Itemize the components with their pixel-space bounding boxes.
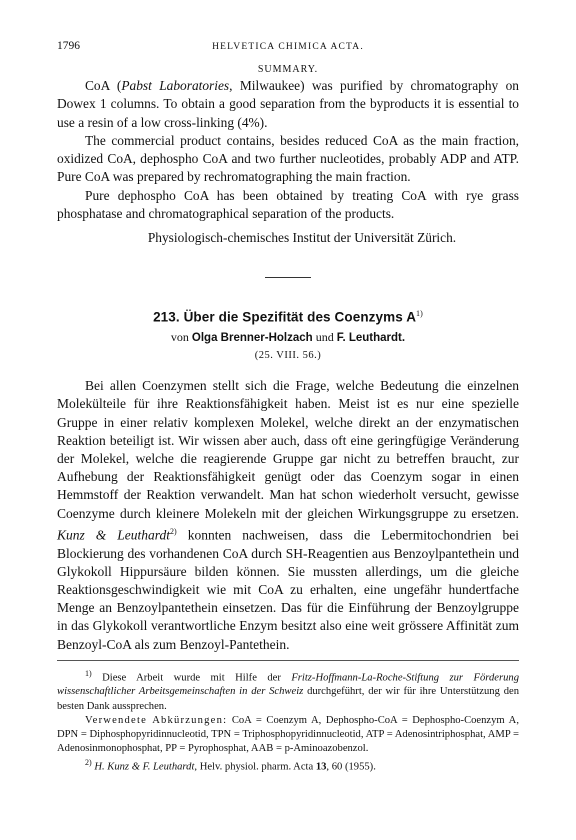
article-title: 213. Über die Spezifität des Coenzyms $A^{1)}$ <box>153 308 423 325</box>
affiliation: Physiologisch-chemisches Institut der Universität Zürich. <box>147 230 457 246</box>
received-date: (25. VIII. 56.) <box>254 350 322 362</box>
author-2: F. Leuthardt. <box>336 332 406 345</box>
abbreviations-note: Verwendete Abkürzungen: CoA = Coenzym A, Dephospho-CoA = Dephospho-Coenzym A, DPN = Diphosphopyridinnucleotid, TPN = Triphosphopyridinnucleotid, ATP = Adenosintriphosphat, AMP = Adenosinmonophosphat, PP = Pyrophosphat, AAB = p-Aminoazobenzol. <box>57 714 519 755</box>
citation-footnote-mark: 2) <box>170 526 177 536</box>
footnote-rule <box>57 660 519 661</box>
section-divider <box>265 277 311 278</box>
page <box>57 40 519 775</box>
summary-paragraph-2: The commercial product contains, besides reduced CoA as the main fraction, oxidized CoA, dephospho CoA and two further nucleotides, probably ADP and ATP. Pure CoA was prepared by rechromatographing the main fraction. <box>57 132 519 185</box>
summary-lab-name: Pabst Laboratories <box>121 78 230 93</box>
footnote-1: $^{1)}$ Diese Arbeit wurde mit Hilfe der Fritz-Hoffmann-La-Roche-Stiftung zur Förderung wissenschaftlicher Arbeitsgemeinschaften in der Schweiz durchgeführt, der wir für ihre Unterstützung den besten Dank aussprechen. <box>57 668 519 712</box>
summary-paragraph-3: Pure dephospho CoA has been obtained by treating CoA with rye grass phosphatase and chromatographical separation of the products. <box>57 187 519 222</box>
journal-title: HELVETICA CHIMICA ACTA. <box>212 42 364 52</box>
citation-kunz-leuthardt: Kunz & Leuthardt <box>57 527 171 543</box>
article-authors: von Olga Brenner-Holzach und F. Leuthardt. <box>170 330 406 345</box>
running-header <box>57 40 519 56</box>
summary-heading: SUMMARY. <box>257 64 319 75</box>
article-body: Bei allen Coenzymen stellt sich die Frage, welche Bedeutung die einzelnen Molekülteile für ihre Reaktionsfähigkeit haben. Meist ist es nur eine spezielle Gruppe in einer relativ komplexen Molekel, welche direkt an der enzymatischen Reaktion beteiligt ist. Wir wissen aber auch, dass oft eine geringfügige Veränderung der Molekel, welche die reagierende Gruppe gar nicht zu betreffen braucht, zur Aufhebung der Reaktionsfähigkeit genügt oder das Coenzym sogar in einen Hemmstoff der Reaktion verwandelt. Man hat schon wiederholt versucht, gewisse Coenzyme durch kleinere Molekeln mit der gleichen Wirkungsgruppe zu ersetzen. Kunz & Leuthardt$^{2)}$ konnten nachweisen, dass die Lebermitochondrien bei Blockierung des vorhandenen CoA durch SH-Reagentien aus Benzoylpantethein und Glykokoll Hippursäure bilden können. Sie mussten allerdings, um die gleiche Reaktionsgeschwindigkeit wie mit CoA zu erhalten, eine ungefähr hundertfache Menge an Benzoylpantethein einsetzen. Das für die Einführung der Benzoylgruppe in das Glykokoll verantwortliche Enzym besitzt also eine weit grössere Affinität zum Benzoyl-CoA als zum Benzoyl-Pantethein. <box>57 378 519 652</box>
page-number: 1796 <box>57 40 80 52</box>
title-footnote-mark: 1) <box>416 308 423 318</box>
summary-paragraph-1: CoA (Pabst Laboratories, Milwaukee) was purified by chromatography on Dowex 1 columns. To obtain a good separation from the byproducts it is essential to use a resin of a low cross-linking (4%). <box>57 78 519 130</box>
author-1: Olga Brenner-Holzach <box>191 332 313 345</box>
footnote-2: $^{2)}$ H. Kunz & F. Leuthardt, Helv. physiol. pharm. Acta 13, 60 (1955). <box>85 758 376 773</box>
